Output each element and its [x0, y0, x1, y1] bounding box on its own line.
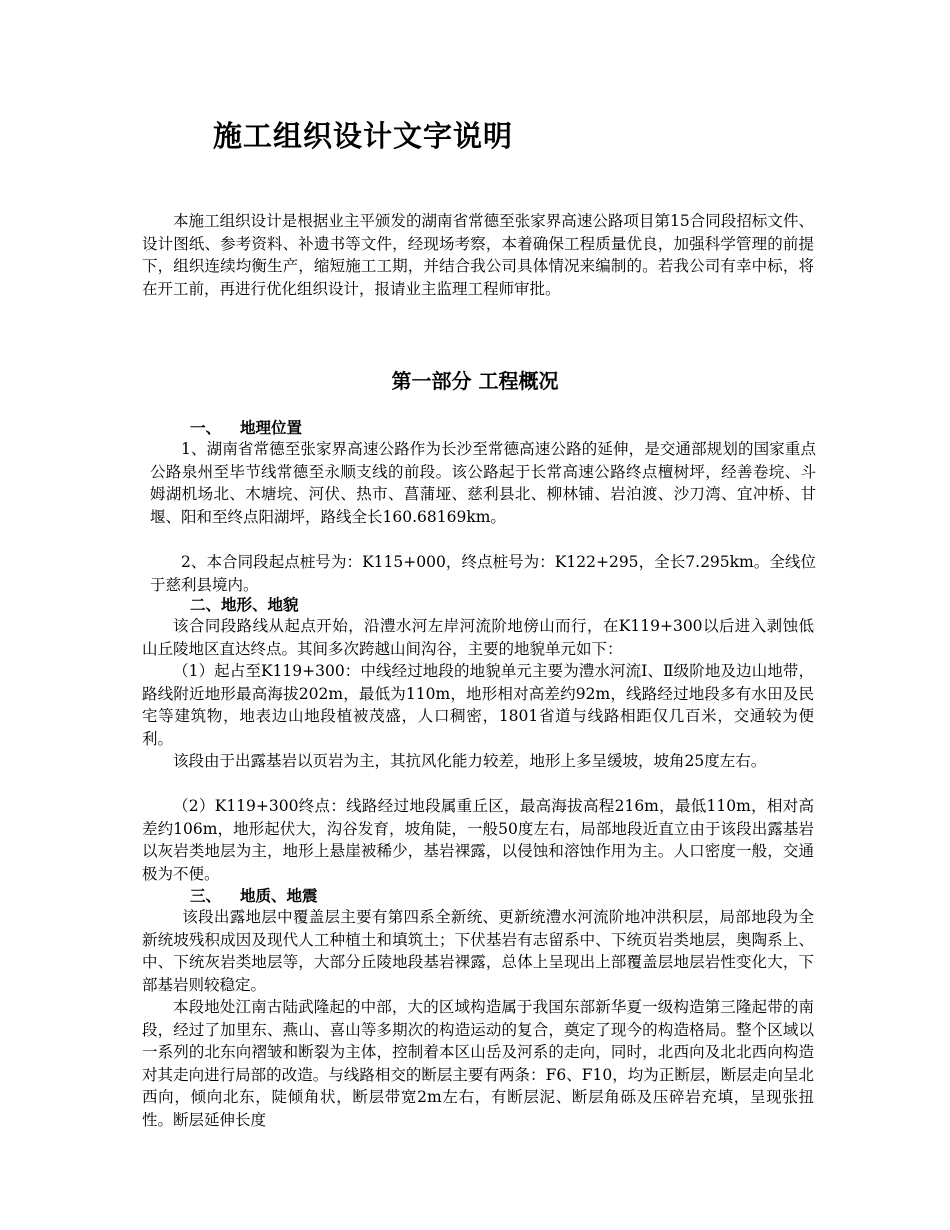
- section-title: 地形、地貌: [221, 596, 299, 614]
- section-heading-geology: [190, 885, 318, 907]
- body-paragraph: （1）起占至K119+300：中线经过地段的地貌单元主要为澧水河流Ⅰ、Ⅱ级阶地及边山地带，路线附近地形最高海拔202m，最低为110m，地形相对高差约92m，线路经过地段多有水田及民宅等建筑物，地表边山地段植被茂盛，人口稠密，1801省道与线路相距仅几百米，交通较为便利。: [142, 662, 814, 748]
- body-paragraph: 该段由于出露基岩以页岩为主，其抗风化能力较差，地形上多呈缓坡，坡角25度左右。: [173, 752, 767, 770]
- section-number: 三、: [190, 887, 222, 905]
- section-title: 地质、地震: [240, 887, 318, 905]
- section-title: 地理位置: [240, 419, 303, 437]
- section-heading-location: [190, 417, 302, 439]
- body-paragraph: 2、本合同段起点桩号为：K115+000，终点桩号为：K122+295，全长7.295km。全线位于慈利县境内。: [150, 553, 816, 594]
- section-number: 一、: [190, 419, 222, 437]
- body-paragraph: 1、湖南省常德至张家界高速公路作为长沙至常德高速公路的延伸，是交通部规划的国家重点公路泉州至毕节线常德至永顺支线的前段。该公路起于长常高速公路终点檀树坪，经善卷垸、斗姆湖机场北、木塘垸、河伏、热市、菖蒲垭、慈利县北、柳林铺、岩泊渡、沙刀湾、宜冲桥、甘堰、阳和至终点阳湖坪，路线全长160.68169km。: [150, 440, 816, 526]
- body-paragraph: 本段地处江南古陆武隆起的中部，大的区域构造属于我国东部新华夏一级构造第三隆起带的南段，经过了加里东、燕山、喜山等多期次的构造运动的复合，奠定了现今的构造格局。整个区域以一系列的北东向褶皱和断裂为主体，控制着本区山岳及河系的走向，同时，北西向及北北西向构造对其走向进行局部的改造。与线路相交的断层主要有两条：F6、F10，均为正断层，断层走向呈北西向，倾向北东，陡倾角状，断层带宽2m左右，有断层泥、断层角砾及压碎岩充填，呈现张扭性。断层延伸长度: [142, 998, 814, 1129]
- part-one-heading: 第一部分 工程概况: [391, 369, 559, 393]
- section-heading-terrain: [190, 594, 299, 616]
- body-paragraph: 该合同段路线从起点开始，沿澧水河左岸河流阶地傍山而行，在K119+300以后进入剥蚀低山丘陵地区直达终点。其间多次跨越山间沟谷，主要的地貌单元如下：: [142, 617, 814, 658]
- intro-paragraph: 本施工组织设计是根据业主平颁发的湖南省常德至张家界高速公路项目第15合同段招标文件、设计图纸、参考资料、补遗书等文件，经现场考察，本着确保工程质量优良，加强科学管理的前提下，组织连续均衡生产，缩短施工工期，并结合我公司具体情况来编制的。若我公司有幸中标，将在开工前，再进行优化组织设计，报请业主监理工程师审批。: [142, 212, 814, 298]
- document-title: 施工组织设计文字说明: [213, 119, 514, 153]
- body-paragraph: （2）K119+300终点：线路经过地段属重丘区，最高海拔高程216m，最低110m，相对高差约106m，地形起伏大，沟谷发育，坡角陡，一般50度左右，局部地段近直立由于该段出露基岩以灰岩类地层为主，地形上悬崖被稀少，基岩裸露，以侵蚀和溶蚀作用为主。人口密度一般，交通极为不便。: [142, 797, 814, 883]
- body-paragraph: 该段出露地层中覆盖层主要有第四系全新统、更新统澧水河流阶地冲洪积层，局部地段为全新统坡残积成因及现代人工种植土和填筑土；下伏基岩有志留系中、下统页岩类地层，奥陶系上、中、下统灰岩类地层等，大部分丘陵地段基岩裸露，总体上呈现出上部覆盖层地层岩性变化大，下部基岩则较稳定。: [142, 908, 814, 994]
- section-number: 二、: [190, 596, 222, 614]
